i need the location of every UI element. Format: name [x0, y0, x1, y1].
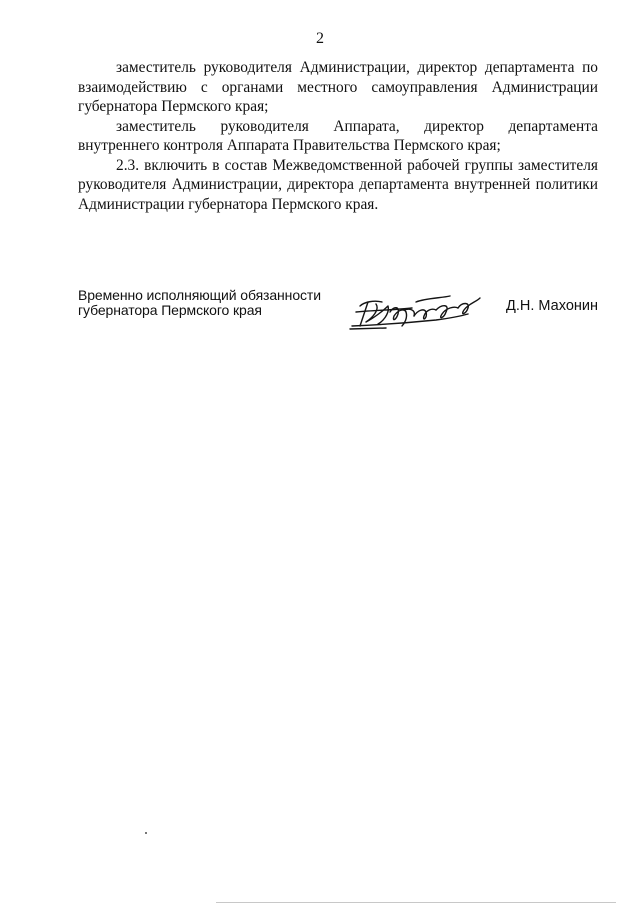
paragraph-deputy-internal-control: заместитель руководителя Аппарата, директор департамента внутреннего контроля Аппарата Правительства Пермского края; — [78, 117, 598, 154]
paragraph-include-in-working-group: 2.3. включить в состав Межведомственной рабочей группы заместителя руководителя Администрации, директора департамента внутренней политики Администрации губернатора Пермского края. — [78, 156, 598, 213]
document-body — [78, 58, 598, 214]
signer-name: Д.Н. Махонин — [506, 298, 598, 314]
signer-title-line-2: губернатора Пермского края — [78, 302, 262, 318]
paragraph-deputy-local-government: заместитель руководителя Администрации, директор департамента по взаимодействию с органами местного самоуправления Администрации губернатора Пермского края; — [78, 59, 598, 115]
signature-icon — [346, 292, 486, 332]
signer-title — [78, 288, 321, 318]
scan-edge-line — [216, 902, 616, 903]
signature-block — [78, 288, 598, 338]
scan-artifact-dot — [145, 832, 147, 834]
page-number: 2 — [316, 30, 324, 47]
signer-title-line-1: Временно исполняющий обязанности — [78, 287, 321, 303]
